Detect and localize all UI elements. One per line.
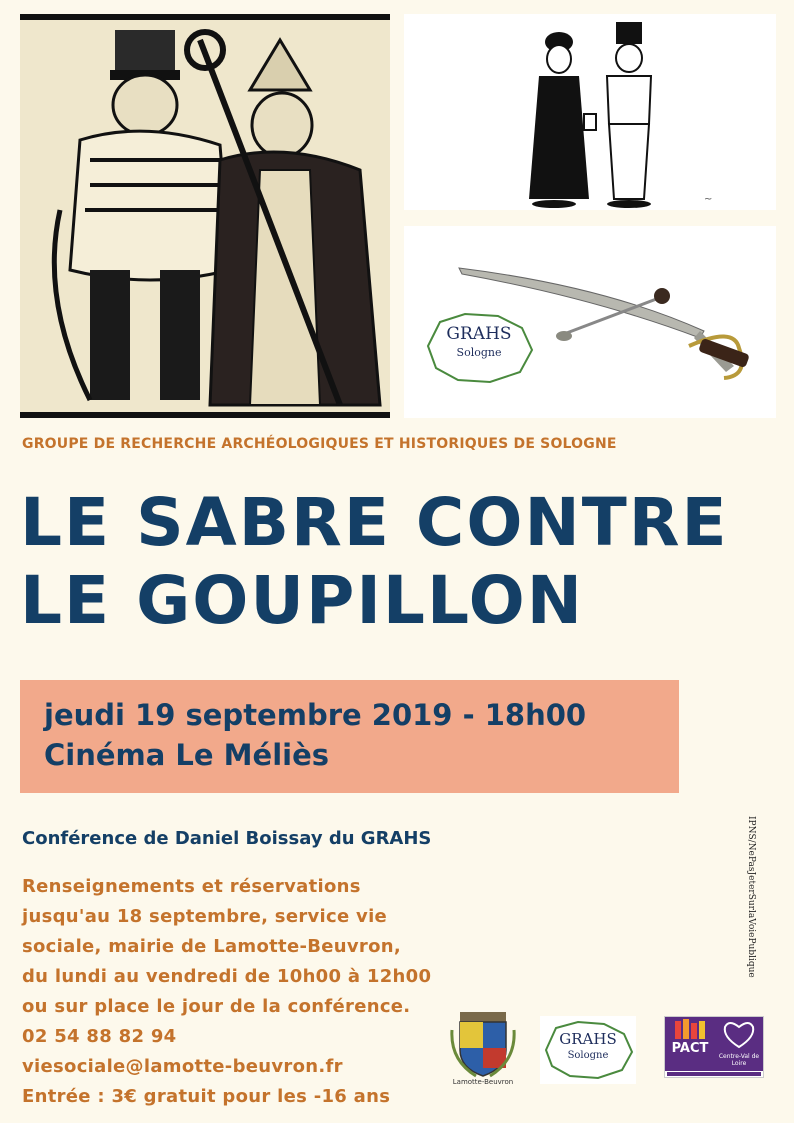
region-panel	[715, 1017, 763, 1071]
region-heart-icon	[715, 1017, 763, 1051]
organization-name: GROUPE DE RECHERCHE ARCHÉOLOGIQUES ET HISTORIQUES DE SOLOGNE	[22, 436, 617, 452]
conference-speaker: Conférence de Daniel Boissay du GRAHS	[22, 828, 432, 849]
pact-panel	[665, 1017, 715, 1071]
info-line: sociale, mairie de Lamotte-Beuvron,	[22, 936, 401, 957]
title-line-2: LE GOUPILLON	[20, 562, 585, 639]
info-line: ou sur place le jour de la conférence.	[22, 996, 411, 1017]
lamotte-beuvron-crest-logo	[446, 1010, 520, 1090]
entry-price: Entrée : 3€ gratuit pour les -16 ans	[22, 1086, 391, 1107]
info-line: du lundi au vendredi de 10h00 à 12h00	[22, 966, 432, 987]
grahs-logo-subtitle: Sologne	[567, 1050, 609, 1061]
title-line-1: LE SABRE CONTRE	[20, 484, 729, 561]
grahs-logo-subtitle: Sologne	[456, 346, 502, 359]
svg-text:~: ~	[704, 194, 713, 205]
crest-shield-icon	[446, 1010, 520, 1078]
phone-number: 02 54 88 82 94	[22, 1026, 177, 1047]
ipns-side-note: IPNS/NePasJeterSurlaVoiePublique	[746, 816, 756, 978]
pact-region-logo	[664, 1016, 764, 1078]
grahs-logo-bottom	[540, 1016, 636, 1084]
cartoon-priest-soldier-image	[404, 14, 776, 210]
info-line: Renseignements et réservations	[22, 876, 361, 897]
region-label: Centre-Val de Loire	[718, 1053, 760, 1067]
info-line: jusqu'au 18 septembre, service vie	[22, 906, 388, 927]
commune-name: Lamotte-Beuvron	[452, 1078, 514, 1086]
email-address[interactable]: viesociale@lamotte-beuvron.fr	[22, 1056, 343, 1077]
grahs-logo-title: GRAHS	[446, 324, 512, 344]
event-date-box	[20, 680, 679, 793]
pact-footer-bar	[667, 1072, 761, 1076]
cartoon-general-bishop-image	[20, 14, 390, 418]
grahs-logo-top	[420, 306, 538, 388]
event-date-time: jeudi 19 septembre 2019 - 18h00	[44, 698, 587, 732]
pact-label: PACT	[671, 1041, 709, 1056]
grahs-logo-title: GRAHS	[559, 1030, 617, 1048]
pact-bars-icon	[665, 1017, 715, 1041]
event-venue: Cinéma Le Méliès	[44, 738, 330, 772]
